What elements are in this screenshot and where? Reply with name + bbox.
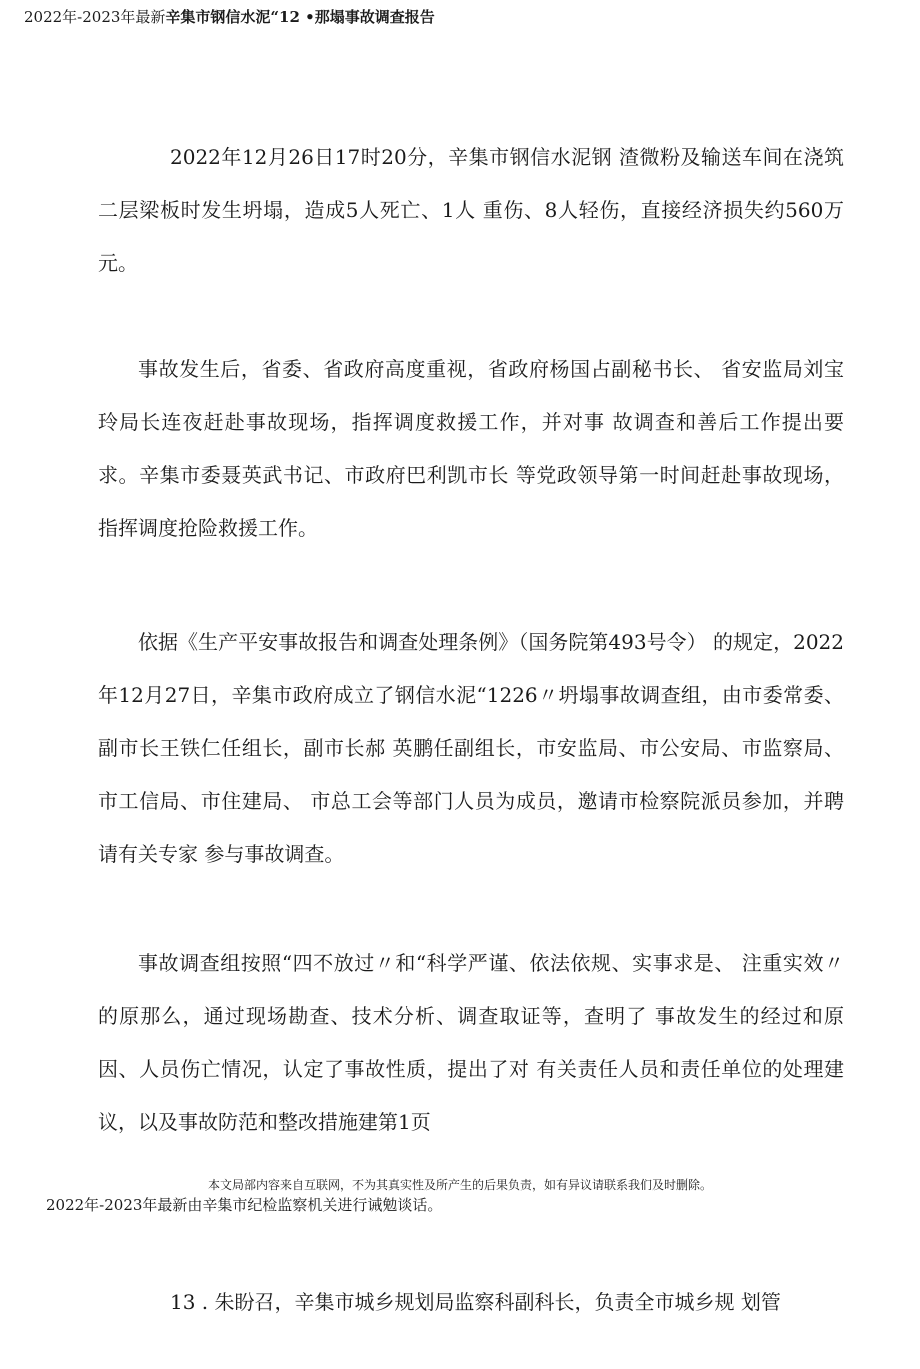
- paragraph-3: 依据《生产平安事故报告和调查处理条例》（国务院第493号令） 的规定，2022年12月27日，辛集市政府成立了钢信水泥“1226〃坍塌事故调查组，由市委常委、副市长王铁仁任组长，副市长郝 英鹏任副组长，市安监局、市公安局、市监察局、市工信局、市住建局、 市总工会等部门人员为成员，邀请市检察院派员参加，并聘请有关专家 参与事故调查。: [98, 630, 844, 866]
- footer-disclaimer: 本文局部内容来自互联网，不为其真实性及所产生的后果负责，如有异议请联系我们及时删除。: [207, 1178, 712, 1192]
- running-header: [24, 6, 435, 28]
- next-page-header: 2022年-2023年最新由辛集市纪检监察机关进行诫勉谈话。: [46, 1196, 443, 1214]
- paragraph-2: 事故发生后，省委、省政府高度重视，省政府杨国占副秘书长、 省安监局刘宝玲局长连夜赶赴事故现场，指挥调度救援工作，并对事 故调查和善后工作提出要求。辛集市委聂英武书记、市政府巴利凯市长 等党政领导第一时间赶赴事故现场，指挥调度抢险救援工作。: [98, 357, 844, 540]
- paragraph-1: 2022年12月26日17时20分，辛集市钢信水泥钢 渣微粉及输送车间在浇筑二层梁板时发生坍塌，造成5人死亡、1人 重伤、8人轻伤，直接经济损失约560万元。: [98, 145, 844, 275]
- paragraph-4: 事故调查组按照“四不放过〃和“科学严谨、依法依规、实事求是、 注重实效〃的原那么，通过现场勘查、技术分析、调查取证等，查明了 事故发生的经过和原因、人员伤亡情况，认定了事故性质，提出了对 有关责任人员和责任单位的处理建议，以及事故防范和整改措施建第1页: [98, 951, 844, 1134]
- header-prefix: 2022年-2023年最新: [24, 8, 166, 26]
- header-title: 辛集市钢信水泥“12 •那塌事故调查报告: [165, 8, 435, 26]
- next-page-first-line: 13 . 朱盼召，辛集市城乡规划局监察科副科长，负责全市城乡规 划管: [170, 1290, 781, 1314]
